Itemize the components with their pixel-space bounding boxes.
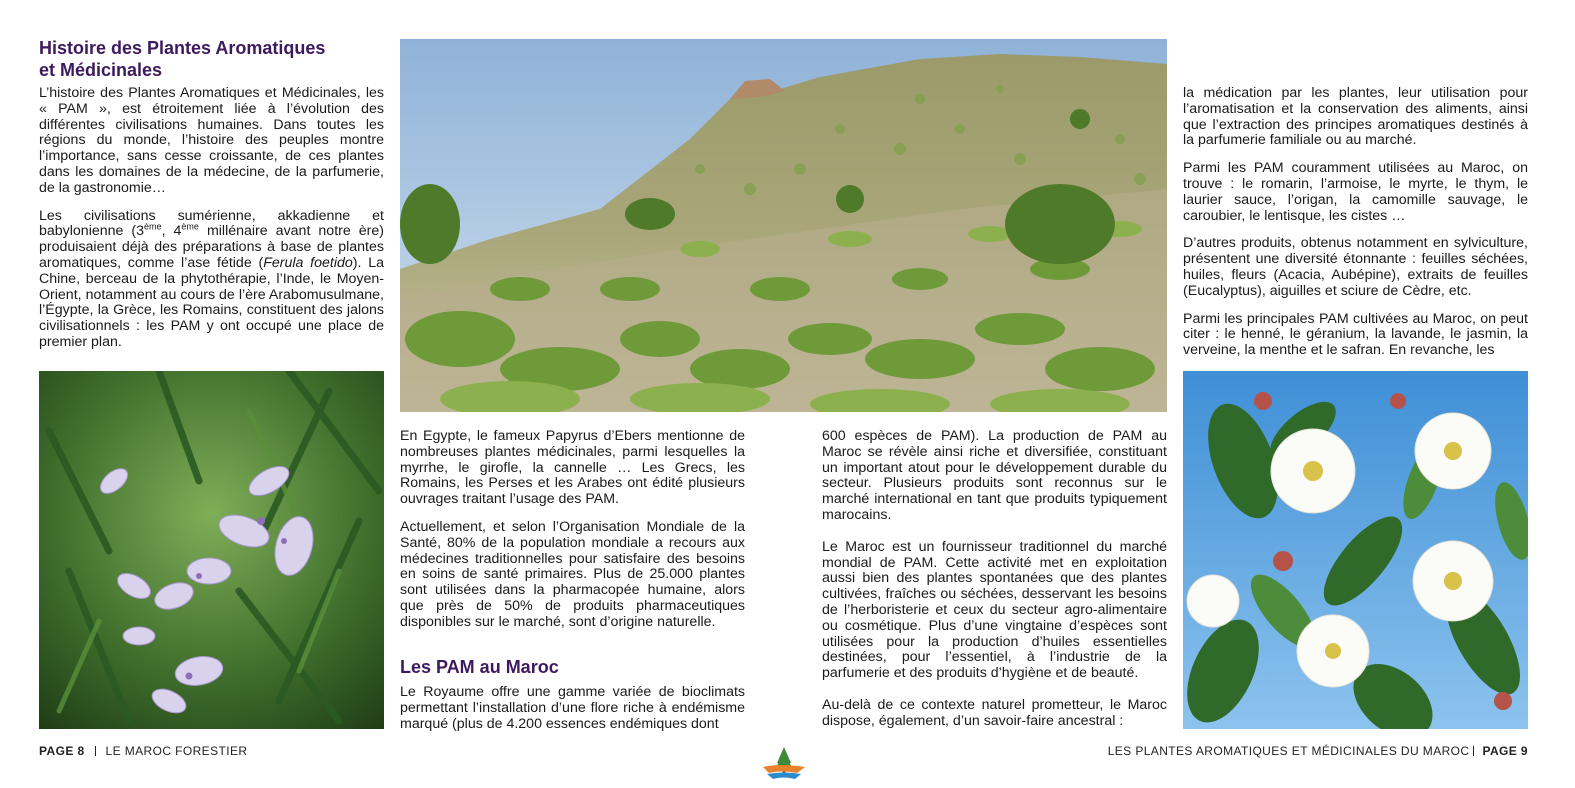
left-text-column	[39, 86, 384, 351]
footer-left	[39, 744, 247, 758]
rosemary-flower-image	[39, 371, 384, 729]
center-right-text-column	[822, 429, 1167, 730]
forest-logo-icon	[759, 745, 809, 781]
section-title	[39, 37, 325, 81]
footer-separator	[1473, 746, 1474, 756]
section-title-line1: Histoire des Plantes Aromatiques	[39, 38, 326, 58]
paragraph: Actuellement, et selon l’Organisation Mondiale de la Santé, 80% de la population mondiale a recours aux médecines traditionnelles pour satisfaire des besoins en soins de santé primaires. Plus de 25.000 plantes sont utilisées dans la pharmacopée humaine, alors que près de 50% de produits pharmaceutiques disponibles sur le marché, sont d’origine naturelle.	[400, 518, 745, 630]
footer-separator	[95, 746, 96, 756]
paragraph: D’autres produits, obtenus notamment en sylviculture, présentent une diversité étonnante : feuilles séchées, huiles, fleurs (Acacia, Aubépine), extraits de feuilles (Eucalyptus), aiguilles et sciure de Cèdre, etc.	[1183, 235, 1528, 299]
section-title-line2: et Médicinales	[39, 60, 163, 80]
publication-title: LE MAROC FORESTIER	[105, 744, 248, 758]
paragraph: Le Royaume offre une gamme variée de bioclimats permettant l’installation d’une flore riche à endémisme marqué (plus de 4.200 essences endémiques dont	[400, 684, 745, 732]
paragraph: Parmi les PAM couramment utilisées au Maroc, on trouve : le romarin, l’armoise, le myrte, le thym, le laurier sauce, l’origan, la camomille sauvage, le caroubier, le lentisque, les cistes …	[1183, 160, 1528, 224]
paragraph: Au-delà de ce contexte naturel prometteur, le Maroc dispose, également, d’un savoir-faire ancestral :	[822, 696, 1167, 729]
paragraph: En Egypte, le fameux Papyrus d’Ebers mentionne de nombreuses plantes médicinales, parmi lesquelles la myrrhe, le girofle, la cannelle … Les Grecs, les Romains, les Perses et les Arabes ont édité plusieurs ouvrages traitant l’usage des PAM.	[400, 428, 745, 508]
myrtle-flower-photo	[1183, 371, 1528, 729]
center-left-text-column-end	[400, 685, 745, 732]
chapter-title: LES PLANTES AROMATIQUES ET MÉDICINALES DU MAROC	[1107, 744, 1470, 758]
moroccan-hillside-image	[400, 39, 1167, 412]
myrtle-flower-image	[1183, 371, 1528, 729]
footer-right	[1108, 744, 1528, 758]
center-left-text-column	[400, 429, 745, 655]
page-number-right: PAGE 9	[1482, 744, 1528, 758]
right-text-column	[1183, 86, 1528, 359]
paragraph: la médication par les plantes, leur utilisation pour l’aromatisation et la conservation des aliments, ainsi que l’extraction des principes aromatiques destinés à la parfumerie familiale ou au marché.	[1183, 85, 1528, 149]
logo-icon	[759, 745, 809, 781]
paragraph: 600 espèces de PAM). La production de PAM au Maroc se révèle ainsi riche et diversifiée, constituant un important atout pour le développement durable du secteur. Plusieurs produits sont reconnus sur le marché international en tant que produits typiquement marocains.	[822, 428, 1167, 523]
paragraph: Le Maroc est un fournisseur traditionnel du marché mondial de PAM. Cette activité met en exploitation aussi bien des plantes spontanées que des plantes cultivées, fraîches ou séchées, desservant les besoins de l’herboristerie et ceux du secteur agro-alimentaire ou cosmétique. Plus d’une vingtaine d’espèces sont utilisées pour la production d’huiles essentielles destinées, pour l’essentiel, à l’industrie de la parfumerie et des produits d’hygiène et de beauté.	[822, 538, 1167, 682]
landscape-photo	[400, 39, 1167, 412]
page-number-left: PAGE 8	[39, 744, 85, 758]
paragraph: Les civilisations sumérienne, akkadienne et babylonienne (3ème, 4ème millénaire avant notre ère) produisaient déjà des préparations à base de plantes aromatiques, comme l’ase fétide (Ferula foetido). La Chine, berceau de la phytothérapie, l’Inde, le Moyen-Orient, notamment au cours de l’ère Arabomusulmane, l’Égypte, la Grèce, les Romains, constituent des jalons civilisationnels : les PAM y ont occupé une place de premier plan.	[39, 207, 384, 350]
rosemary-flower-photo	[39, 371, 384, 729]
paragraph: Parmi les principales PAM cultivées au Maroc, on peut citer : le henné, le géranium, la lavande, le jasmin, la verveine, la menthe et le safran. En revanche, les	[1183, 310, 1528, 359]
paragraph: L’histoire des Plantes Aromatiques et Médicinales, les « PAM », est étroitement liée à l’évolution des différentes civilisations humaines. Dans toutes les régions du monde, l’histoire des peuples montre l’importance, sans cesse croissante, de ces plantes dans les domaines de la médecine, de la parfumerie, de la gastronomie…	[39, 85, 384, 196]
subsection-title: Les PAM au Maroc	[400, 657, 559, 677]
